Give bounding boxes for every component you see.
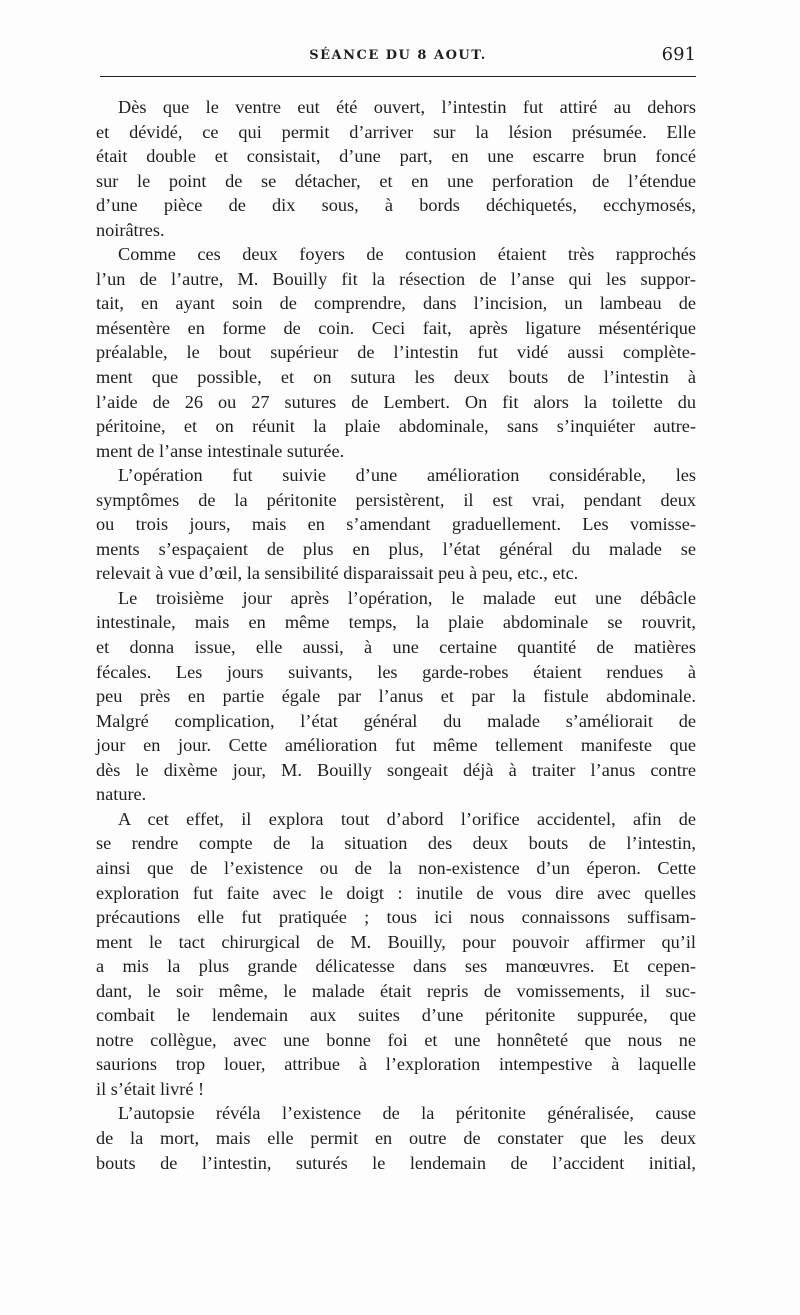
paragraph <box>96 95 696 242</box>
body-text <box>96 95 696 1175</box>
text-line: était double et consistait, d’une part, en une escarre brun foncé <box>96 146 696 167</box>
running-head <box>100 44 696 70</box>
text-line: de la mort, mais elle permit en outre de constater que les deux <box>96 1127 696 1148</box>
text-line: Malgré complication, l’état général du malade s’améliorait de <box>96 710 696 731</box>
text-line: Comme ces deux foyers de contusion étaient très rapprochés <box>118 244 696 265</box>
text-line: l’un de l’autre, M. Bouilly fit la résection de l’anse qui les suppor- <box>96 268 696 289</box>
text-line: noirâtres. <box>96 219 165 240</box>
text-line: ment le tact chirurgical de M. Bouilly, pour pouvoir affirmer qu’il <box>96 931 696 952</box>
text-line: dès le dixème jour, M. Bouilly songeait déjà à traiter l’anus contre <box>96 759 696 780</box>
text-line: et dévidé, ce qui permit d’arriver sur la lésion présumée. Elle <box>96 121 696 142</box>
text-line: précautions elle fut pratiquée ; tous ici nous connaissons suffisam- <box>96 907 696 928</box>
text-line: saurions trop louer, attribue à l’exploration intempestive à laquelle <box>96 1054 696 1075</box>
paragraph <box>96 463 696 586</box>
text-line: ment que possible, et on sutura les deux bouts de l’intestin à <box>96 367 696 388</box>
text-line: mésentère en forme de coin. Ceci fait, après ligature mésentérique <box>96 317 696 338</box>
text-line: l’aide de 26 ou 27 sutures de Lembert. On fit alors la toilette du <box>96 391 696 412</box>
text-line: ments s’espaçaient de plus en plus, l’état général du malade se <box>96 538 696 559</box>
text-line: intestinale, mais en même temps, la plaie abdominale se rouvrit, <box>96 612 696 633</box>
running-title: SÉANCE DU 8 AOUT. <box>309 48 487 63</box>
paragraph <box>96 1101 696 1175</box>
text-line: combait le lendemain aux suites d’une péritonite suppurée, que <box>96 1005 696 1026</box>
text-line: et donna issue, elle aussi, à une certaine quantité de matières <box>96 637 696 658</box>
text-line: L’autopsie révéla l’existence de la péritonite généralisée, cause <box>118 1103 696 1124</box>
text-line: peu près en partie égale par l’anus et par la fistule abdominale. <box>96 686 696 707</box>
text-line: préalable, le bout supérieur de l’intestin fut vidé aussi complète- <box>96 342 696 363</box>
text-line: se rendre compte de la situation des deux bouts de l’intestin, <box>96 833 696 854</box>
text-line: relevait à vue d’œil, la sensibilité disparaissait peu à peu, etc., etc. <box>96 563 579 584</box>
header-rule <box>100 76 696 77</box>
text-line: dant, le soir même, le malade était repris de vomissements, il suc- <box>96 980 696 1001</box>
text-line: bouts de l’intestin, suturés le lendemain de l’accident initial, <box>96 1152 696 1173</box>
text-line: sur le point de se détacher, et en une perforation de l’étendue <box>96 170 696 191</box>
text-line: ou trois jours, mais en s’amendant graduellement. Les vomisse- <box>96 514 696 535</box>
text-line: ment de l’anse intestinale suturée. <box>96 440 345 461</box>
paragraph <box>96 242 696 463</box>
text-line: il s’était livré ! <box>96 1078 205 1099</box>
text-line: jour en jour. Cette amélioration fut même tellement manifeste que <box>96 735 696 756</box>
text-line: exploration fut faite avec le doigt : inutile de vous dire avec quelles <box>96 882 696 903</box>
text-line: tait, en ayant soin de comprendre, dans l’incision, un lambeau de <box>96 293 696 314</box>
text-line: fécales. Les jours suivants, les garde-robes étaient rendues à <box>96 661 696 682</box>
text-line: symptômes de la péritonite persistèrent, il est vrai, pendant deux <box>96 489 696 510</box>
paragraph <box>96 586 696 807</box>
text-line: A cet effet, il explora tout d’abord l’orifice accidentel, afin de <box>118 808 696 829</box>
text-line: Dès que le ventre eut été ouvert, l’intestin fut attiré au dehors <box>118 97 696 117</box>
paragraph <box>96 807 696 1102</box>
text-line: péritoine, et on réunit la plaie abdominale, sans s’inquiéter autre- <box>96 416 696 437</box>
text-line: L’opération fut suivie d’une amélioration considérable, les <box>118 465 696 486</box>
text-line: a mis la plus grande délicatesse dans ses manœuvres. Et cepen- <box>96 956 696 977</box>
text-line: d’une pièce de dix sous, à bords déchiquetés, ecchymosés, <box>96 195 696 216</box>
page-number: 691 <box>661 44 696 65</box>
text-line: Le troisième jour après l’opération, le malade eut une débâcle <box>118 587 696 608</box>
text-line: notre collègue, avec une bonne foi et une honnêteté que nous ne <box>96 1029 696 1050</box>
text-line: ainsi que de l’existence ou de la non-existence d’un éperon. Cette <box>96 857 696 878</box>
text-line: nature. <box>96 784 147 805</box>
